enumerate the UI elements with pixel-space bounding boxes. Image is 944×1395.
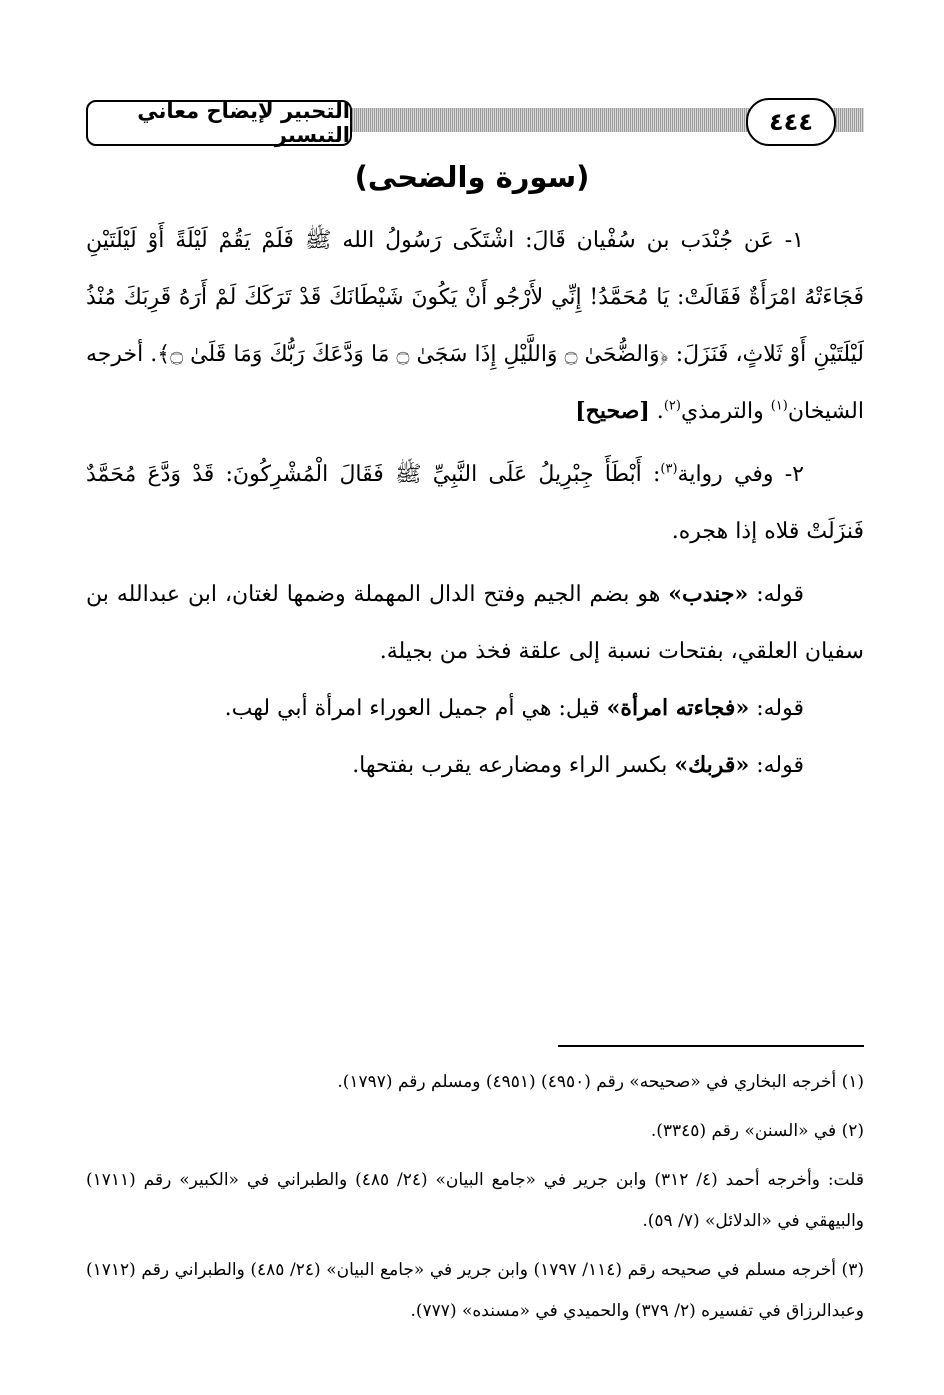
- hadith-1-punct: .: [649, 399, 664, 424]
- footnote-1: (١) أخرجه البخاري في «صحيحه» رقم (٤٩٥٠) (٤٩٥١) ومسلم رقم (١٧٩٧).: [337, 1072, 864, 1092]
- main-text: [86, 212, 864, 794]
- commentary-jaa-athu: [86, 680, 864, 737]
- book-title: التحبير لإيضاح معاني التيسير: [86, 100, 352, 146]
- commentary-prefix: قوله:: [748, 582, 804, 607]
- commentary-body: قيل: هي أم جميل العوراء امرأة أبي لهب.: [224, 696, 607, 721]
- commentary-prefix: قوله:: [749, 753, 804, 778]
- commentary-jundub: [86, 566, 864, 680]
- hadith-grade: [صحيح]: [575, 398, 650, 424]
- footnote-2: (٢) في «السنن» رقم (٣٣٤٥).: [650, 1121, 864, 1141]
- footnote-ref-3: (٣): [660, 461, 678, 477]
- commentary-prefix: قوله:: [749, 696, 804, 721]
- hadith-1-text: ١- عَن جُنْدَب بن سُفْيان قَالَ: اشْتَكَى رَسُولُ الله ﷺ فَلَمْ يَقُمْ لَيْلَةً أَوْ لَيْلَتَيْنِ فَجَاءَتْهُ امْرَأَةٌ فَقَالَتْ: يَا مُحَمَّدُ! إِنِّي لأَرْجُو أَنْ يَكُونَ شَيْطَانَكَ قَدْ تَرَكَكَ لَمْ أَرَهُ قَرِبَكَ مُنْذُ لَيْلَتَيْنِ أَوْ ثَلاثٍ، فَنَزَلَ: ﴿وَالضُّحَىٰ ۝ وَاللَّيْلِ إِذَا سَجَىٰ ۝ مَا وَدَّعَكَ رَبُّكَ وَمَا قَلَىٰ ۝﴾. أخرجه الشيخان: [86, 228, 864, 424]
- footnote-ref-1: (١): [770, 398, 788, 414]
- commentary-term: «جندب»: [668, 581, 749, 607]
- footnote-ref-2: (٢): [663, 398, 681, 414]
- hadith-1-text-cont: والترمذي: [680, 399, 771, 424]
- hadith-2-text-cont: : أَبْطَأَ جِبْرِيلُ عَلَى النَّبِيِّ ﷺ فَقَالَ الْمُشْرِكُونَ: قَدْ وَدَّعَ مُحَمَّدٌ فَنزَلَتْ قلاه إذا هجره.: [86, 462, 864, 544]
- commentary-term: «قربك»: [674, 752, 750, 778]
- surah-title: (سورة والضحى): [354, 160, 590, 194]
- commentary-body: بكسر الراء ومضارعه يقرب بفتحها.: [352, 753, 675, 778]
- commentary-qaribak: [86, 737, 864, 794]
- hadith-2: [86, 446, 864, 560]
- footnote-separator: [558, 1045, 864, 1047]
- page-number: ٤٤٤: [746, 98, 836, 146]
- footnotes: [86, 1062, 864, 1340]
- hadith-2-text: ٢- وفي رواية: [677, 462, 804, 487]
- hadith-1: [86, 212, 864, 440]
- footnote-3: (٣) أخرجه مسلم في صحيحه رقم (١١٤/ ١٧٩٧) وابن جرير في «جامع البيان» (٢٤/ ٤٨٥) والطبراني رقم (١٧١٢) وعبدالرزاق في تفسيره (٢/ ٣٧٩) والحميدي في «مسنده» (٧٧٧).: [86, 1260, 864, 1321]
- footnote-2-note: قلت: وأخرجه أحمد (٤/ ٣١٢) وابن جرير في «جامع البيان» (٢٤/ ٤٨٥) والطبراني في «الكبير» رقم (١٧١١) والبيهقي في «الدلائل» (٧/ ٥٩).: [86, 1170, 865, 1231]
- commentary-body: هو بضم الجيم وفتح الدال المهملة وضمها لغتان، ابن عبدالله بن سفيان العلقي، بفتحات نسبة إلى علقة فخذ من بجيلة.: [86, 582, 864, 664]
- page-header: [86, 96, 864, 148]
- commentary-term: «فجاءته امرأة»: [606, 695, 750, 721]
